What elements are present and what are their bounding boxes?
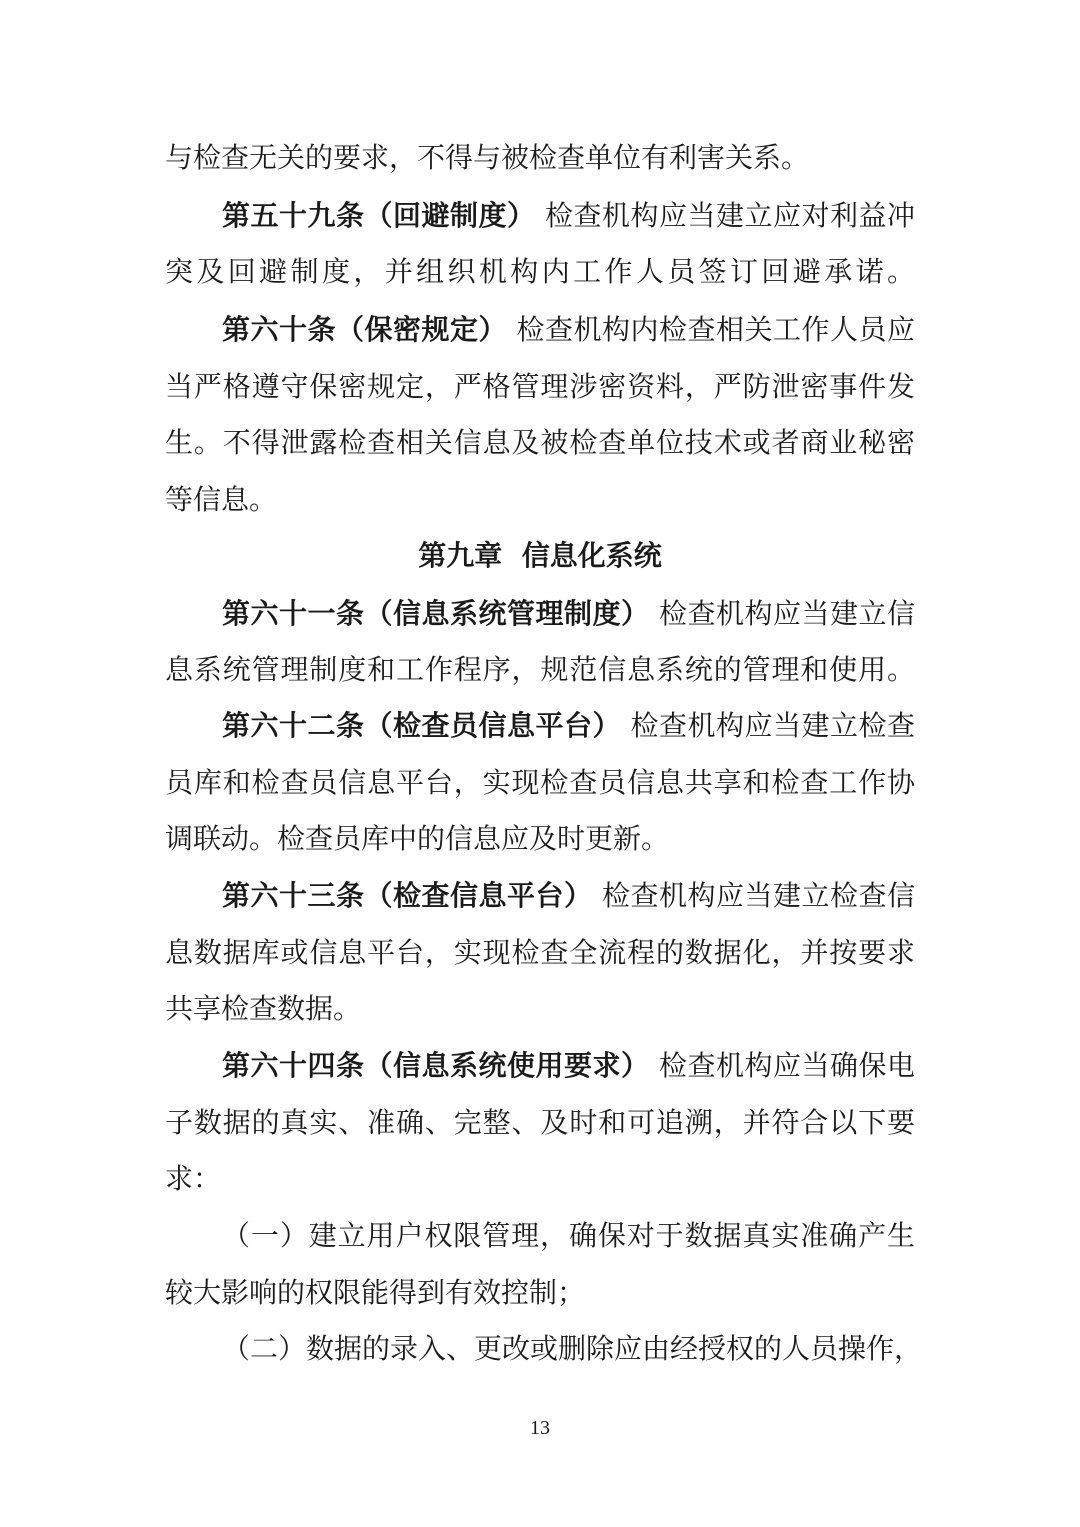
article-63-line-3: 共享检查数据。 [165,992,362,1025]
article-62-line-3: 调联动。检查员库中的信息应及时更新。 [165,822,670,855]
article-61-heading: 第六十一条（信息系统管理制度） [222,597,650,630]
article-62-heading: 第六十二条（检查员信息平台） [222,709,622,742]
article-63-text: 检查机构应当建立检查信 [601,879,915,912]
article-60-line-2: 当严格遵守保密规定，严格管理涉密资料，严防泄密事件发 [165,370,915,403]
article-60-text: 检查机构内检查相关工作人员应 [516,313,915,346]
article-64-line-2: 子数据的真实、准确、完整、及时和可追溯，并符合以下要 [165,1106,915,1139]
article-59-line-2: 突及回避制度，并组织机构内工作人员签订回避承诺。 [165,255,915,288]
article-64-item-1-line-2: 较大影响的权限能得到有效控制； [165,1276,586,1309]
article-59-line-1 [222,196,915,236]
article-62-line-1 [222,706,915,746]
paragraph-line: 与检查无关的要求，不得与被检查单位有利害关系。 [165,141,810,174]
article-60-line-4: 等信息。 [165,483,278,516]
article-63-line-2: 息数据库或信息平台，实现检查全流程的数据化，并按要求 [165,936,915,969]
article-64-text: 检查机构应当确保电 [658,1049,915,1082]
article-64-item-1-line-1: （一）建立用户权限管理，确保对于数据真实准确产生 [222,1219,915,1252]
article-64-heading: 第六十四条（信息系统使用要求） [222,1049,650,1082]
article-60-heading: 第六十条（保密规定） [222,313,508,346]
article-60-line-3: 生。不得泄露检查相关信息及被检查单位技术或者商业秘密 [165,426,915,459]
article-63-line-1 [222,876,915,916]
article-62-line-2: 员库和检查员信息平台，实现检查员信息共享和检查工作协 [165,766,915,799]
article-61-line-2: 息系统管理制度和工作程序，规范信息系统的管理和使用。 [165,653,915,686]
article-61-line-1 [222,594,915,634]
article-63-heading: 第六十三条（检查信息平台） [222,879,593,912]
article-59-text: 检查机构应当建立应对利益冲 [544,199,915,232]
article-62-text: 检查机构应当建立检查 [630,709,915,742]
chapter-title: 第九章 信息化系统 [418,539,662,572]
article-64-line-1 [222,1046,915,1086]
article-64-line-3: 求： [165,1162,222,1195]
article-64-item-2-line-1: （二）数据的录入、更改或删除应由经授权的人员操作， [222,1332,923,1365]
page-number: 13 [530,1417,550,1439]
article-60-line-1 [222,310,915,350]
article-59-heading: 第五十九条（回避制度） [222,199,536,232]
article-61-text: 检查机构应当建立信 [658,597,915,630]
